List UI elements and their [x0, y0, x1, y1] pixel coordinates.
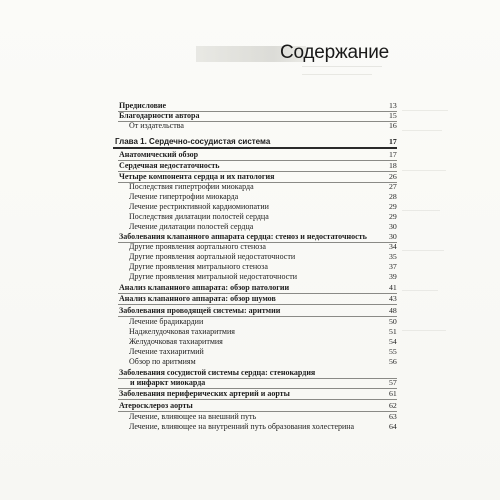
toc-entry[interactable] — [0, 401, 400, 411]
toc-entry-page: 56 — [389, 357, 397, 366]
toc-entry-page: 29 — [389, 202, 397, 211]
toc-entry[interactable] — [0, 101, 400, 111]
toc-entry-page: 50 — [389, 317, 397, 326]
toc-entry[interactable] — [0, 242, 400, 252]
toc-entry-page: 61 — [389, 389, 397, 398]
toc-entry-title: Другие проявления аортального стеноза — [129, 242, 266, 251]
toc-entry[interactable] — [0, 389, 400, 399]
toc-entry[interactable] — [0, 150, 400, 160]
toc-entry-page: 43 — [389, 294, 397, 303]
toc-entry-title: Лечение рестриктивной кардиомиопатии — [129, 202, 269, 211]
section-rule — [118, 304, 397, 305]
toc-entry-page: 34 — [389, 242, 397, 251]
toc-entry-title: Другие проявления митрального стеноза — [129, 262, 268, 271]
toc-entry-page: 15 — [389, 111, 397, 120]
page-title: Содержание — [279, 42, 389, 63]
toc-entry[interactable] — [0, 232, 400, 242]
toc-entry[interactable] — [0, 172, 400, 182]
toc-entry-title: Заболевания сосудистой системы сердца: стенокардия — [119, 368, 316, 377]
toc-entry-page: 29 — [389, 212, 397, 221]
toc-entry-page: 57 — [389, 378, 397, 387]
toc-entry-title: Анализ клапанного аппарата: обзор патологии — [119, 283, 290, 292]
toc-entry-page: 13 — [389, 101, 397, 110]
toc-entry[interactable] — [0, 111, 400, 121]
toc-entry-page: 26 — [389, 172, 397, 181]
toc-entry-title: Обзор по аритмиям — [129, 357, 196, 366]
toc-entry-title: Последствия гипертрофии миокарда — [129, 182, 254, 191]
toc-entry-page: 64 — [389, 422, 397, 431]
toc-entry-page: 48 — [389, 306, 397, 315]
toc-entry[interactable] — [0, 337, 400, 347]
toc-entry[interactable] — [0, 306, 400, 316]
section-rule — [118, 399, 397, 400]
toc-entry-page: 35 — [389, 252, 397, 261]
toc-entry[interactable] — [0, 192, 400, 202]
toc-entry-title: Анализ клапанного аппарата: обзор шумов — [119, 294, 276, 303]
toc-entry[interactable] — [0, 422, 400, 432]
toc-entry-title: Заболевания клапанного аппарата сердца: стеноз и недостаточность — [119, 232, 367, 241]
toc-entry[interactable] — [0, 252, 400, 262]
toc-entry-page: 30 — [389, 222, 397, 231]
toc-entry-title: Лечение тахиаритмий — [129, 347, 204, 356]
toc-entry[interactable] — [0, 317, 400, 327]
toc-entry-title: Анатомический обзор — [119, 150, 199, 159]
toc-entry-title: Четыре компонента сердца и их патология — [119, 172, 275, 181]
toc-entry[interactable] — [0, 262, 400, 272]
toc-entry-title: Глава 1. Сердечно-сосудистая система — [115, 137, 271, 146]
toc-entry-page: 16 — [389, 121, 397, 130]
toc-entry[interactable] — [0, 327, 400, 337]
toc-entry-title: Сердечная недостаточность — [119, 161, 220, 170]
toc-entry-page: 17 — [389, 150, 397, 159]
toc-entry-page: 54 — [389, 337, 397, 346]
toc-entry-title: Другие проявления аортальной недостаточности — [129, 252, 296, 261]
toc-entry[interactable] — [0, 182, 400, 192]
toc-entry-title: Атеросклероз аорты — [119, 401, 193, 410]
toc-entry-page: 41 — [389, 283, 397, 292]
toc-entry-page: 62 — [389, 401, 397, 410]
toc-entry-page: 51 — [389, 327, 397, 336]
toc-entry-page: 39 — [389, 272, 397, 281]
toc-entry-title: Заболевания проводящей системы: аритмии — [119, 306, 281, 315]
toc-entry[interactable] — [0, 202, 400, 212]
toc-entry-title: Лечение дилатации полостей сердца — [129, 222, 254, 231]
toc-entry-title: Лечение, влияющее на внешний путь — [129, 412, 257, 421]
toc-entry-title: Предисловие — [119, 101, 167, 110]
toc-entry-title: От издательства — [129, 121, 184, 130]
toc-entry[interactable] — [0, 357, 400, 367]
toc-entry-title: Лечение, влияющее на внутренний путь образования холестерина — [129, 422, 355, 431]
toc-entry-page: 28 — [389, 192, 397, 201]
toc-entry-page: 30 — [389, 232, 397, 241]
toc-entry-page: 37 — [389, 262, 397, 271]
toc-entry[interactable] — [0, 283, 400, 293]
toc-entry-title: Лечение брадикардии — [129, 317, 204, 326]
toc-entry[interactable] — [0, 222, 400, 232]
toc-entry-page: 27 — [389, 182, 397, 191]
toc-entry[interactable] — [0, 294, 400, 304]
toc-entry[interactable] — [0, 368, 400, 378]
toc-entry-title: Наджелудочковая тахиаритмия — [129, 327, 235, 336]
toc-entry[interactable] — [0, 137, 400, 147]
toc-entry-page: 55 — [389, 347, 397, 356]
toc-entry-page: 17 — [389, 137, 397, 146]
toc-entry-page: 63 — [389, 412, 397, 421]
toc-entry[interactable] — [0, 212, 400, 222]
toc-entry-title: Последствия дилатации полостей сердца — [129, 212, 269, 221]
toc-entry[interactable] — [0, 161, 400, 171]
chapter-rule — [113, 147, 397, 149]
toc-entry-page: 18 — [389, 161, 397, 170]
toc-entry-title: Заболевания периферических артерий и аорты — [119, 389, 290, 398]
toc-entry[interactable] — [0, 378, 400, 388]
toc-entry-title: Другие проявления митральной недостаточности — [129, 272, 297, 281]
toc-entry-title: Благодарности автора — [119, 111, 200, 120]
toc-entry-title: Желудочковая тахиаритмия — [129, 337, 223, 346]
toc-entry[interactable] — [0, 121, 400, 131]
toc-entry-title: Лечение гипертрофии миокарда — [129, 192, 239, 201]
toc-entry[interactable] — [0, 272, 400, 282]
toc-entry[interactable] — [0, 347, 400, 357]
toc-entry[interactable] — [0, 412, 400, 422]
toc-entry-title: и инфаркт миокарда — [130, 378, 206, 387]
